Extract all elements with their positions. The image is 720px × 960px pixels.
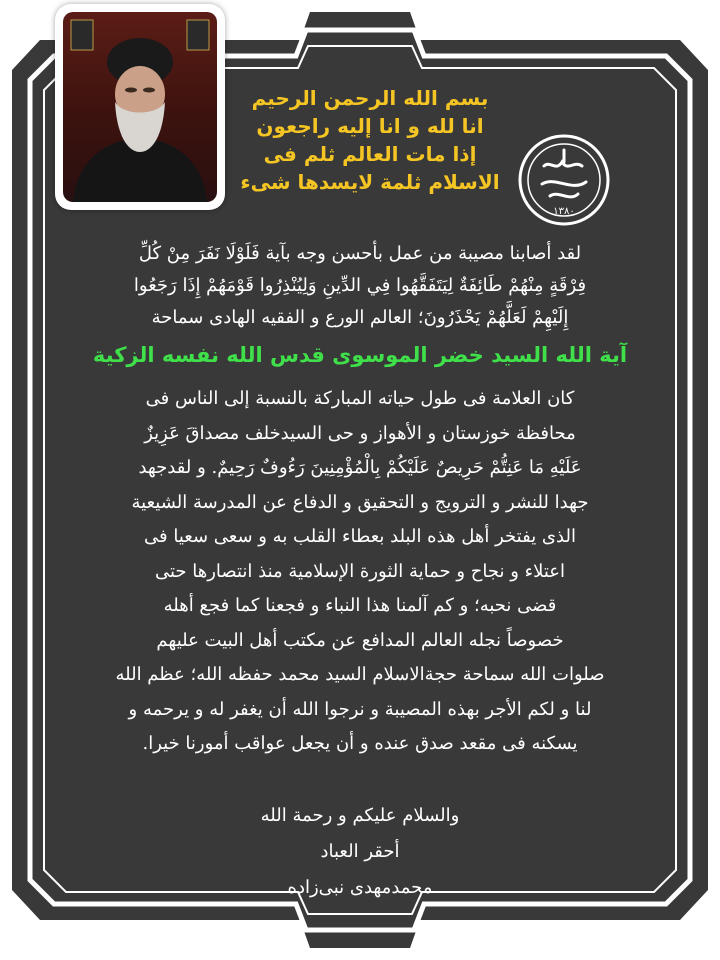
intro-line: فِرْقَةٍ مِنْهُمْ طَائِفَةٌ لِيَتَفَقَّهُوا فِي الدِّينِ وَلِيُنْذِرُوا قَوْمَهُمْ إِذَا رَجَعُوا	[133, 275, 587, 296]
intro-line: إِلَيْهِمْ لَعَلَّهُمْ يَحْذَرُونَ؛ العالم الورع و الفقيه الهادی سماحة	[151, 307, 569, 328]
body-line: لنا و لکم الأجر بهذه المصیبة و نرجوا الله أن یغفر له و یرحمه و	[128, 698, 592, 720]
body-line: قضی نحبه؛ و کم آلمنا هذا النباء و فجعنا کما فجع أهله	[163, 595, 557, 616]
body-line: الذی یفتخر أهل هذه البلد بعطاء القلب به و سعی سعیا فی	[144, 526, 576, 547]
closing-salutation: والسلام علیکم و رحمة الله	[260, 805, 460, 826]
portrait-icon	[63, 12, 217, 202]
signature-name: محمدمهدی نبی‌زاده	[287, 877, 433, 898]
intro-paragraph	[88, 238, 632, 334]
body-line: کان العلامة فی طول حیاته المبارکة بالنسبة إلی الناس فی	[145, 388, 575, 409]
logo-year: ۱۳۸۰	[553, 206, 575, 217]
body-line: صلوات الله سماحة حجةالاسلام السید محمد حفظه الله؛ عظم الله	[115, 664, 605, 685]
heading-line: بسم الله الرحمن الرحيم	[251, 86, 489, 110]
deceased-name: آية الله السید خضر الموسوی قدس الله نفسه الزکیة	[92, 343, 628, 367]
body-line: اعتلاء و نجاح و حمایة الثورة الإسلامیة منذ انتصارها حتی	[154, 560, 566, 582]
heading-line: الاسلام ثلمة لایسدها شیء	[240, 170, 500, 194]
heading-line: انا لله و انا إليه راجعون	[256, 114, 484, 138]
body-line: یسکنه فی مقعد صدق عنده و أن یجعل عواقب أمورنا خیرا.	[142, 733, 578, 754]
heading-line: إذا مات العالم ثلم فی	[263, 142, 477, 166]
body-line: جهدا للنشر و الترویج و التحقیق و الدفاع عن المدرسة الشیعیة	[131, 491, 589, 513]
heading-block	[240, 84, 500, 196]
seal-logo-icon	[516, 132, 612, 228]
body-line: خصوصاً نجله العالم المدافع عن مکتب أهل البیت علیهم	[156, 629, 564, 651]
closing-signature	[200, 798, 520, 906]
closing-humble: أحقر العباد	[320, 841, 400, 862]
body-line: عَلَيْهِ مَا عَنِتُّمْ حَرِيصٌ عَلَيْكُمْ بِالْمُؤْمِنِينَ رَءُوفٌ رَحِيمٌ. و لقدجهد	[138, 457, 582, 478]
intro-line: لقد أصابنا مصيبة من عمل بأحسن وجه بآية فَلَوْلَا نَفَرَ مِنْ كُلِّ	[138, 243, 582, 264]
body-paragraph	[86, 382, 634, 762]
body-line: محافظة خوزستان و الأهواز و حی السیدخلف مصداقَ عَزِيزٌ	[144, 422, 576, 444]
portrait-frame	[55, 4, 225, 210]
